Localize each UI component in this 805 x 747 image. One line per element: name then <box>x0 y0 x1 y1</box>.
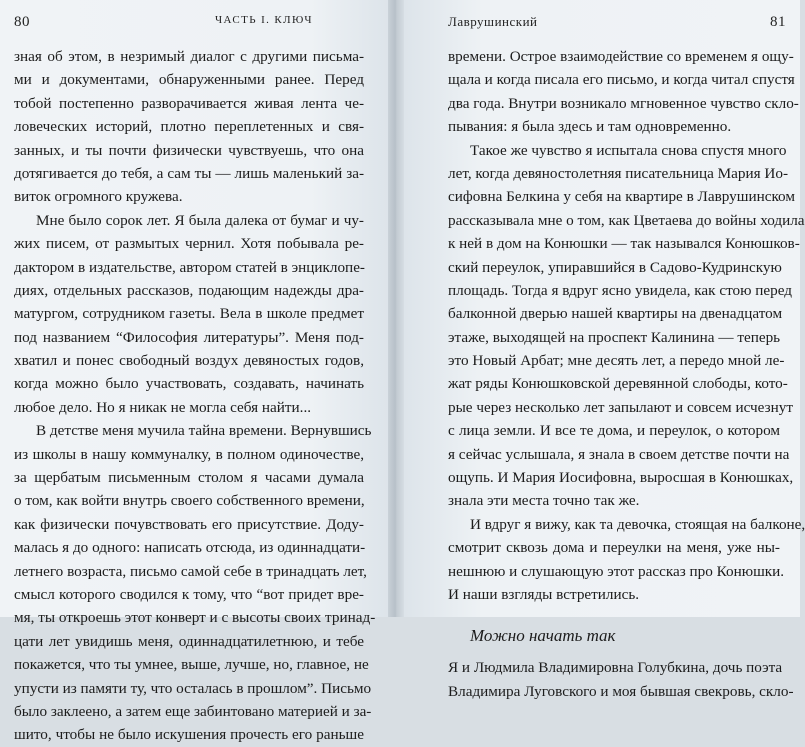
left-page <box>0 0 388 744</box>
text-line: летнего возраста, письмо самой себе в тринадцать лет, <box>14 562 367 580</box>
right-page <box>404 0 805 700</box>
text-line: пывания: я была здесь и там одновременно. <box>448 118 732 136</box>
text-line: знала эти места точно так же. <box>448 492 640 510</box>
text-line: это Новый Арбат; мне десять лет, а передо мной ле- <box>448 352 785 370</box>
text-line: Я и Людмила Владимировна Голубкина, дочь поэта <box>448 659 783 677</box>
text-line: матургом, сотрудником газеты. Вела в школе предмет <box>14 305 364 323</box>
text-line: этаже, выходящей на проспект Калинина — теперь <box>448 328 781 346</box>
section-subheading: Можно начать так <box>470 626 616 646</box>
text-line: площадь. Тогда я вдруг ясно увидела, как стою перед <box>448 281 792 299</box>
text-line: тобой постепенно разворачивается живая лента че- <box>14 94 364 112</box>
text-line: виток огромного кружева. <box>14 188 183 206</box>
text-line: как физически почувствовать его присутствие. Доду- <box>14 515 364 533</box>
text-line: два года. Внутри возникало мгновенное чувство скло- <box>448 94 799 112</box>
text-line: занных, и ты почти физически чувствуешь, что она <box>14 141 364 159</box>
text-line: шито, чтобы не было искушения прочесть его раньше <box>14 726 364 744</box>
text-line: смысл которого сводился к тому, что “вот придет вре- <box>14 585 364 603</box>
text-line: за щербатым письменным столом я часами думала <box>14 469 364 487</box>
text-line: упусти из памяти ту, что осталась в прошлом”. Письмо <box>14 679 372 697</box>
text-line: из школы в нашу коммуналку, в полном одиночестве, <box>14 445 364 463</box>
text-line: жат ряды Конюшковской деревянной слободы, кото- <box>448 375 788 393</box>
text-line: щала и когда писала его письмо, и когда читал спустя <box>448 71 795 89</box>
text-line: рые через несколько лет запылают и совсем исчезнут <box>448 398 793 416</box>
text-line: покажется, что ты умнее, выше, лучше, но, главное, не <box>14 656 369 674</box>
text-line: Такое же чувство я испытала снова спустя много <box>470 141 787 159</box>
text-line: В детстве меня мучила тайна времени. Вернувшись <box>36 422 372 440</box>
text-line: было заклеено, а затем еще забинтовано материей и за- <box>14 702 372 720</box>
text-line: дотягивается до тебя, а сам ты — лишь маленький за- <box>14 164 364 182</box>
page-number-right: 81 <box>770 14 786 30</box>
text-line: сифовна Белкина у себя на квартире в Лаврушинском <box>448 188 795 206</box>
text-line: любое дело. Но я никак не могла себя найти... <box>14 398 312 416</box>
text-line: лет, когда девяностолетняя писательница Мария Ио- <box>448 164 788 182</box>
text-line: дактором в издательстве, автором статей в энциклопе- <box>14 258 365 276</box>
text-line: жих писем, от размытых чернил. Хотя побывала ре- <box>14 235 364 253</box>
text-line: цати лет увидишь меня, одиннадцатилетнюю, и тебе <box>14 632 364 650</box>
right-body-before-heading <box>448 45 805 606</box>
text-line: мя, ты откроешь этот конверт и с высоты своих тринад- <box>14 609 376 627</box>
text-line: Владимира Луговского и моя бывшая свекровь, скло- <box>448 682 794 700</box>
text-line: с лица земли. И все те дома, и переулок, о котором <box>448 422 780 440</box>
running-head-right: Лаврушинский <box>448 14 538 29</box>
text-line: диях, отдельных рассказов, подающим надежды дра- <box>14 281 364 299</box>
book-gutter <box>388 0 404 617</box>
text-line: нешнюю и слушающую этот рассказ про Конюшки. <box>448 562 785 580</box>
running-head-left: ЧАСТЬ I. КЛЮЧ <box>215 14 313 26</box>
left-page-body <box>14 45 376 747</box>
text-line: балконной дверью нашей квартиры на двенадцатом <box>448 305 783 323</box>
text-line: ловеческих историй, плотно переплетенных и свя- <box>14 118 364 136</box>
text-line: малась я до одного: написать отсюда, из одиннадцати- <box>14 539 366 557</box>
text-line: к ней в дом на Конюшки — так назывался Конюшков- <box>448 235 800 253</box>
text-line: о том, как войти внутрь своего собственного времени, <box>14 492 365 510</box>
text-line: ми и документами, обнаруженными ранее. Перед <box>14 71 364 89</box>
text-line: под названием “Философия литературы”. Меня под- <box>14 328 364 346</box>
text-line: Мне было сорок лет. Я была далека от бумаг и чу- <box>36 211 364 229</box>
text-line: когда можно было участвовать, создавать, начинать <box>14 375 364 393</box>
text-line: я сейчас услышала, я знала в своем детстве почти на <box>448 445 790 463</box>
text-line: И вдруг я вижу, как та девочка, стоящая на балконе, <box>470 515 805 533</box>
text-line: зная об этом, в незримый диалог с другими письма- <box>14 48 364 65</box>
text-line: хватил и понес свободный воздух девяностых годов, <box>14 352 364 370</box>
right-page-body <box>448 45 805 703</box>
text-line: смотрит сквозь дома и переулки на меня, уже ны- <box>448 539 780 557</box>
right-body-after-heading <box>448 656 794 703</box>
text-line: ский переулок, упиравшийся в Садово-Кудринскую <box>448 258 782 276</box>
page-number-left: 80 <box>14 14 30 30</box>
text-line: рассказывала мне о том, как Цветаева до войны ходила <box>448 211 805 229</box>
text-line: времени. Острое взаимодействие со временем я ощу- <box>448 48 794 65</box>
text-line: ощупь. И Мария Иосифовна, выросшая в Конюшках, <box>448 469 794 487</box>
text-line: И наши взгляды встретились. <box>448 585 640 603</box>
